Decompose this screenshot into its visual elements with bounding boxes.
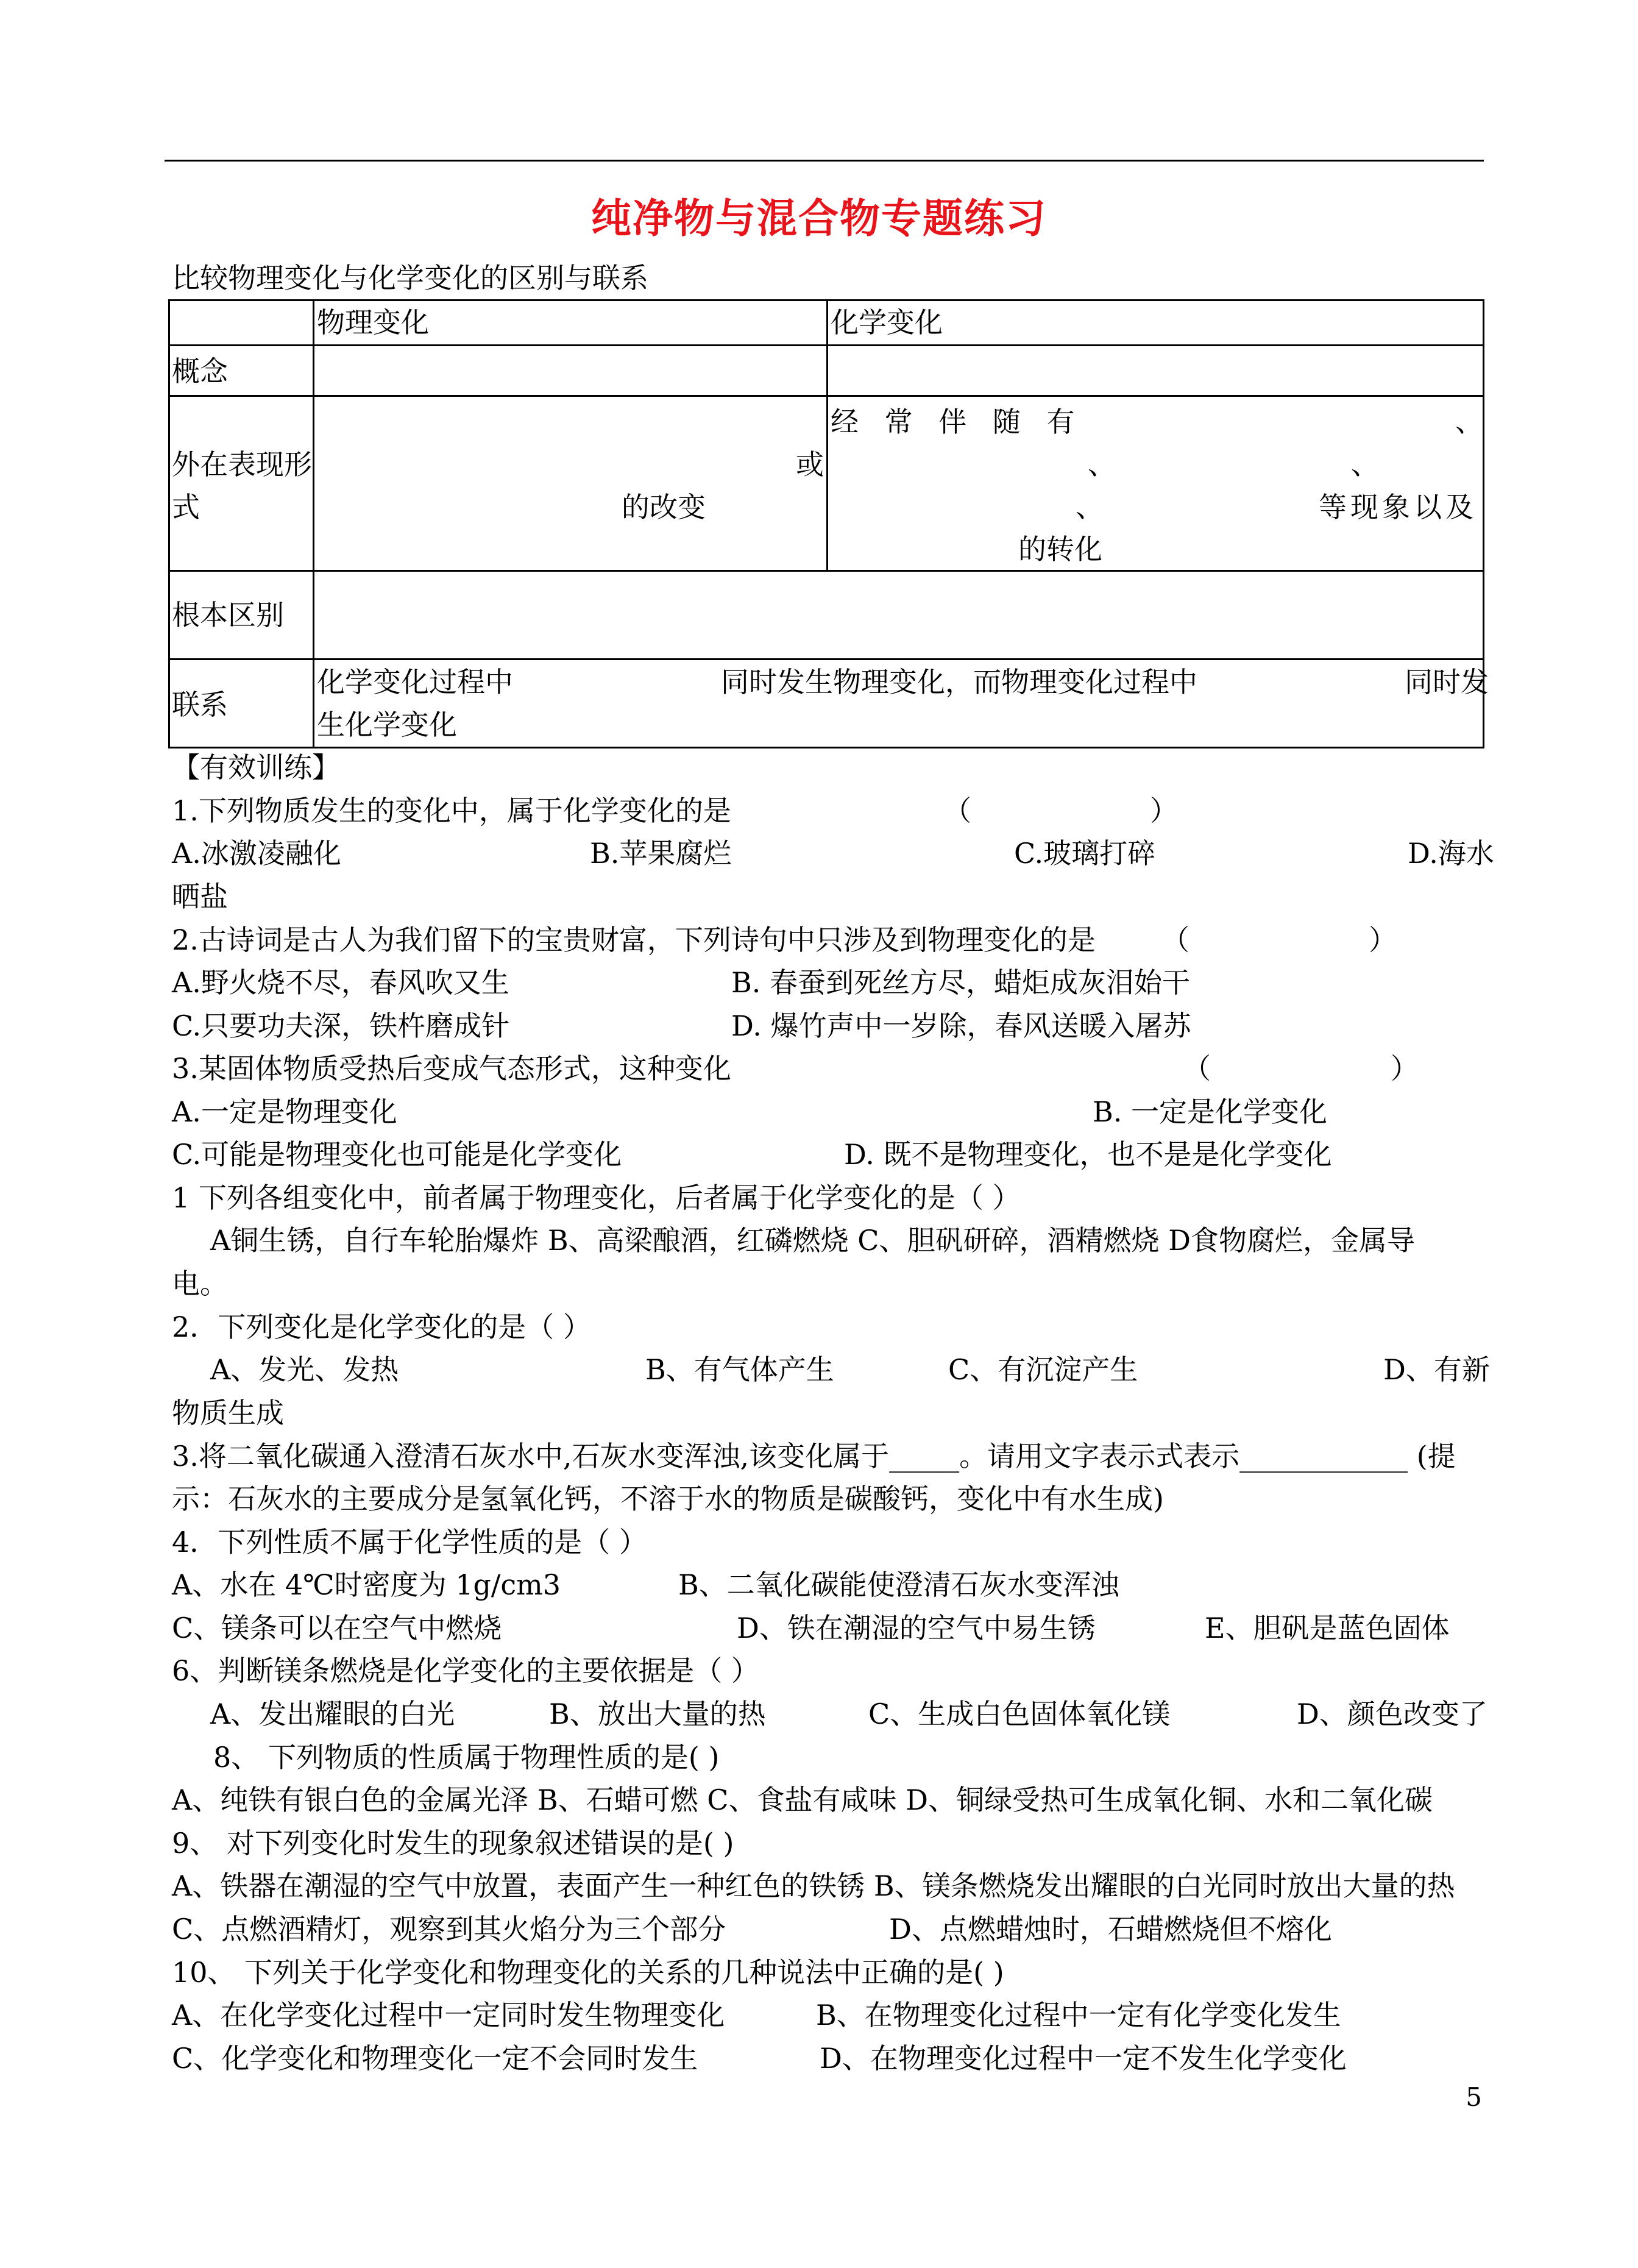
option-c: C、点燃酒精灯，观察到其火焰分为三个部分 [172,1913,726,1946]
option-a: A、水在 4℃时密度为 1g/cm3 [172,1568,561,1601]
page-title: 纯净物与混合物专题练习 [591,195,1047,242]
chemical-conversion: 的转化 [1018,533,1102,566]
question-text: 8、 下列物质的性质属于物理性质的是( ) [213,1741,720,1774]
row-label-relation: 联系 [172,688,228,721]
question-text-continued: 示：石灰水的主要成分是氢氧化钙，不溶于水的物质是碳酸钙，变化中有水生成) [172,1482,1164,1515]
option-a: A、在化学变化过程中一定同时发生物理变化 [172,1999,725,2032]
answer-paren-close: ） [1150,794,1178,827]
option-c: C、生成白色固体氧化镁 [868,1697,1171,1730]
options-line: A铜生锈，自行车轮胎爆炸 B、高梁酿酒，红磷燃烧 C、胆矾研碎，酒精燃烧 D食物腐烂，金属导 [210,1224,1415,1257]
physical-change-text: 的改变 [622,491,706,524]
option-d: D、点燃蜡烛时，石蜡燃烧但不熔化 [889,1913,1332,1946]
option-b: B. 一定是化学变化 [1093,1095,1328,1128]
header-physical: 物理变化 [317,306,429,339]
question-text: 9、 对下列变化时发生的现象叙述错误的是( ) [172,1827,734,1860]
option-c: C、有沉淀产生 [948,1353,1138,1386]
question-text: 3.将二氧化碳通入澄清石灰水中,石灰水变浑浊,该变化属于_____。请用文字表示式表示____________ (提 [172,1440,1456,1473]
question-text: 4．下列性质不属于化学性质的是（ ） [172,1526,647,1559]
answer-paren-open: （ [943,794,971,827]
option-c: C、化学变化和物理变化一定不会同时发生 [172,2042,698,2075]
section-subtitle: 比较物理变化与化学变化的区别与联系 [172,261,648,294]
option-d: D、颜色改变了 [1297,1697,1487,1730]
chemical-comma: 、 [1076,491,1104,524]
option-a: A、发出耀眼的白光 [210,1697,455,1730]
row-label-essential: 根本区别 [172,599,284,631]
question-text: 2.古诗词是古人为我们留下的宝贵财富，下列诗句中只涉及到物理变化的是 [172,923,1096,956]
question-text: 3.某固体物质受热后变成气态形式，这种变化 [172,1052,731,1085]
option-d: D、在物理变化过程中一定不发生化学变化 [820,2042,1347,2075]
chemical-comma: 、 [1455,405,1483,438]
option-a: A.一定是物理变化 [172,1095,397,1128]
option-a: A.野火烧不尽，春风吹又生 [172,966,509,999]
option-c: C.玻璃打碎 [1014,837,1156,870]
option-b: B、放出大量的热 [549,1697,766,1730]
option-a: A.冰激凌融化 [172,837,341,870]
page-number: 5 [1466,2082,1482,2112]
options-line: A、铁器在潮湿的空气中放置，表面产生一种红色的铁锈 B、镁条燃烧发出耀眼的白光同时放出大量的热 [172,1869,1455,1902]
option-d: D、铁在潮湿的空气中易生锈 [737,1612,1096,1644]
answer-paren-open: （ [1183,1052,1211,1085]
chemical-comma: 、 [1351,448,1379,481]
relation-text-3: 同时发 [1405,666,1489,699]
header-rule [165,160,1484,162]
chemical-comma: 、 [1088,448,1116,481]
option-c: C、镁条可以在空气中燃烧 [172,1612,502,1644]
relation-text-4: 生化学变化 [317,708,457,741]
question-text: 1 下列各组变化中，前者属于物理变化，后者属于化学变化的是（ ） [172,1181,1021,1214]
answer-paren-close: ） [1369,923,1397,956]
physical-or: 或 [796,448,824,481]
option-b: B、在物理变化过程中一定有化学变化发生 [816,1999,1341,2032]
answer-paren-close: ） [1391,1052,1419,1085]
row-label-appearance-2: 式 [172,491,200,524]
option-continued: 物质生成 [172,1396,284,1429]
option-b: B、二氧化碳能使澄清石灰水变浑浊 [678,1568,1119,1601]
option-a: A、发光、发热 [210,1353,399,1386]
header-chemical: 化学变化 [831,306,943,339]
options-line: A、纯铁有银白色的金属光泽 B、石蜡可燃 C、食盐有咸味 D、铜绿受热可生成氧化铜、水和二氧化碳 [172,1783,1433,1816]
question-text: 6、判断镁条燃烧是化学变化的主要依据是（ ） [172,1654,759,1687]
question-text: 10、 下列关于化学变化和物理变化的关系的几种说法中正确的是( ) [172,1956,1004,1989]
answer-paren-open: （ [1161,923,1190,956]
option-c: C.只要功夫深，铁杵磨成针 [172,1009,510,1042]
option-d: D. 爆竹声中一岁除，春风送暖入屠苏 [731,1009,1191,1042]
option-c: C.可能是物理变化也可能是化学变化 [172,1138,622,1171]
option-e: E、胆矾是蓝色固体 [1205,1612,1450,1644]
question-text: 2．下列变化是化学变化的是（ ） [172,1310,591,1343]
option-d: D.海水 [1408,837,1494,870]
chemical-accompany: 经 常 伴 随 有 [831,405,1083,438]
option-b: B. 春蚕到死丝方尽，蜡炬成灰泪始干 [731,966,1191,999]
section-heading: 【有效训练】 [172,751,340,784]
option-continued: 电。 [172,1267,228,1300]
row-label-appearance: 外在表现形 [172,448,312,481]
option-b: B、有气体产生 [645,1353,834,1386]
option-continued: 晒盐 [172,880,228,913]
relation-text-2: 同时发生物理变化，而物理变化过程中 [721,666,1197,699]
option-d: D、有新 [1383,1353,1490,1386]
question-text: 1.下列物质发生的变化中，属于化学变化的是 [172,794,731,827]
option-d: D. 既不是物理变化，也不是是化学变化 [844,1138,1332,1171]
relation-text-1: 化学变化过程中 [317,666,513,699]
option-b: B.苹果腐烂 [590,837,732,870]
chemical-phenomena: 等现象以及 [1319,491,1477,524]
row-label-concept: 概念 [172,355,228,388]
